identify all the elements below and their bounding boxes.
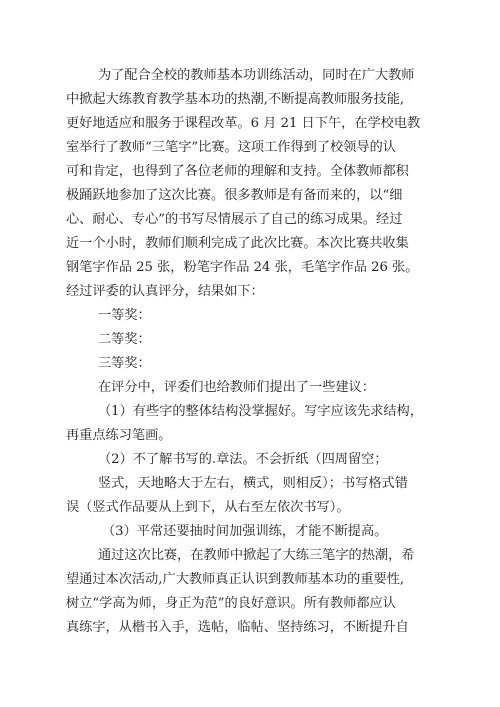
paragraph-line: 可和肯定，也得到了各位老师的理解和支持。全体教师都积 [66,164,409,179]
conclusion-line: 真练字，从楷书入手，选帖，临帖、坚持练习，不断提升自 [66,620,409,635]
suggestion-3: （3）平常还要抽时间加强训练，才能不断提高。 [102,524,388,539]
conclusion-line: 通过这次比赛，在教师中掀起了大练三笔字的热潮，希 [98,548,415,563]
award-first: 一等奖： [98,308,151,323]
award-third: 三等奖： [98,356,151,371]
paragraph-line: 近一个小时，教师们顺利完成了此次比赛。本次比赛共收集 [66,236,409,251]
award-second: 二等奖： [98,332,151,347]
paragraph-line: 更好地适应和服务于课程改革。6 月 21 日下午，在学校电教 [66,116,421,131]
paragraph-line: 中掀起大练教育教学基本功的热潮,不断提高教师服务技能, [66,92,405,107]
suggestion-1-line: （1）有些字的整体结构没掌握好。写字应该先求结构， [98,404,423,419]
paragraph-line: 经过评委的认真评分，结果如下： [66,284,264,299]
paragraph-line: 室举行了教师“三笔字”比赛。这项工作得到了校领导的认 [66,140,396,155]
suggestion-2-line: （2）不了解书写的.章法。不会折纸（四周留空； [98,452,388,467]
conclusion-line: 树立“学高为师，身正为范”的良好意识。所有教师都应认 [66,596,396,611]
suggestion-1-line: 再重点练习笔画。 [66,428,172,443]
paragraph-line: 钢笔字作品 25 张，粉笔字作品 24 张，毛笔字作品 26 张。 [66,260,419,275]
paragraph-line: 心、耐心、专心”的书写尽情展示了自己的练习成果。经过 [66,212,403,227]
suggestions-intro: 在评分中，评委们也给教师们提出了一些建议： [98,380,375,395]
suggestion-2-line: 误（竖式作品要从上到下，从右至左依次书写）。 [66,500,350,515]
suggestion-2-line: 竖式，天地略大于左右，横式，则相反）；书写格式错 [98,476,408,491]
paragraph-line: 极踊跃地参加了这次比赛。很多教师是有备而来的，以“细 [66,188,403,203]
paragraph-line: 为了配合全校的教师基本功训练活动，同时在广大教师 [98,68,415,83]
conclusion-line: 望通过本次活动,广大教师真正认识到教师基本功的重要性, [66,572,405,587]
